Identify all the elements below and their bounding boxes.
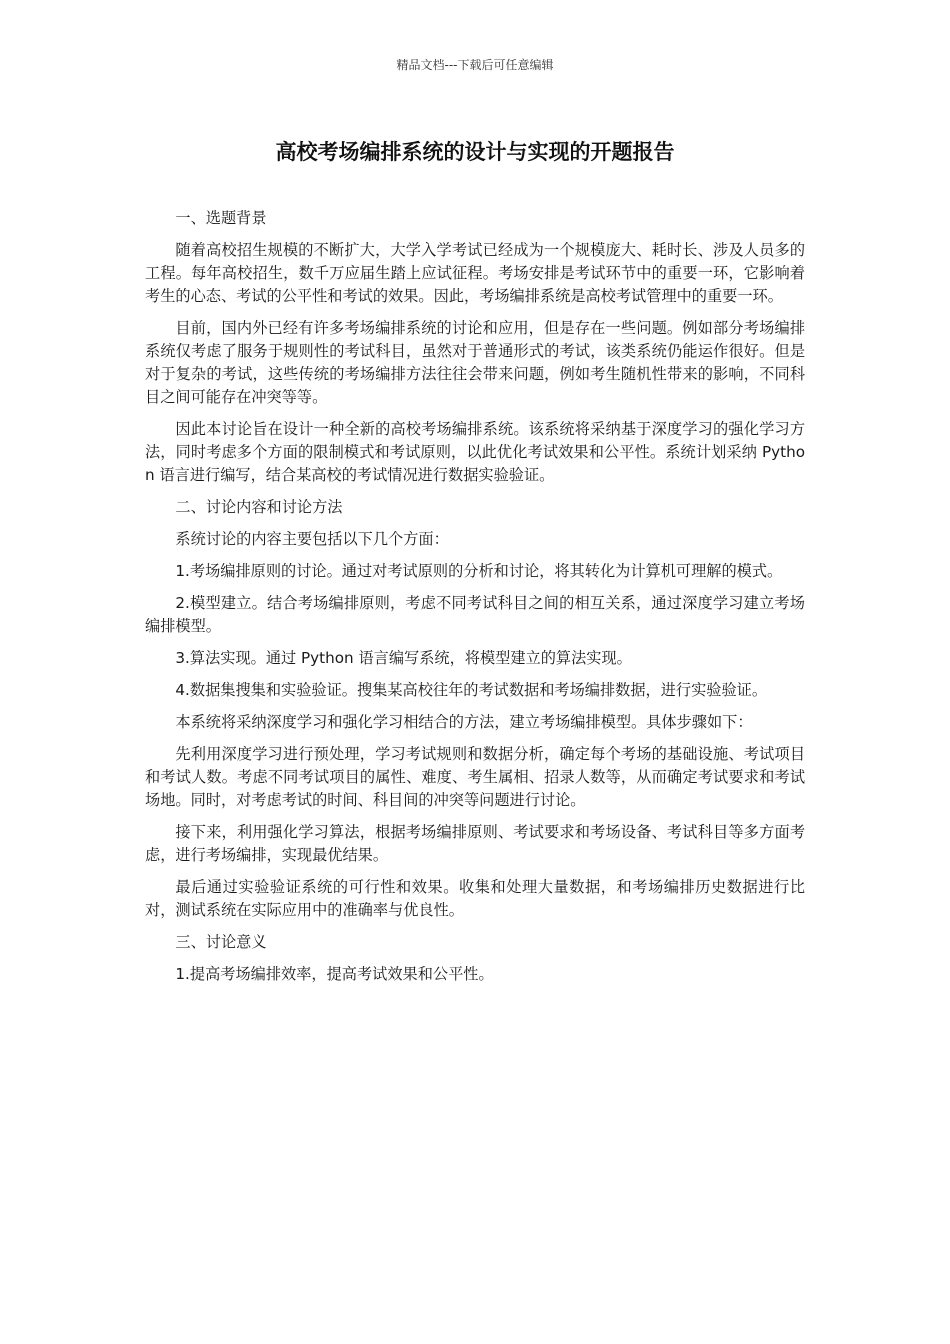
document-title: 高校考场编排系统的设计与实现的开题报告 — [275, 140, 675, 164]
paragraph: 接下来，利用强化学习算法，根据考场编排原则、考试要求和考场设备、考试科目等多方面考虑，进行考场编排，实现最优结果。 — [145, 823, 805, 864]
list-item: 4.数据集搜集和实验验证。搜集某高校往年的考试数据和考场编排数据，进行实验验证。 — [175, 681, 768, 699]
paragraph: 本系统将采纳深度学习和强化学习相结合的方法，建立考场编排模型。具体步骤如下： — [175, 713, 753, 731]
paragraph: 系统讨论的内容主要包括以下几个方面： — [175, 530, 449, 548]
list-item: 1.提高考场编排效率，提高考试效果和公平性。 — [175, 965, 494, 983]
section-heading-significance: 三、讨论意义 — [175, 933, 267, 951]
paragraph: 因此本讨论旨在设计一种全新的高校考场编排系统。该系统将采纳基于深度学习的强化学习方法，同时考虑多个方面的限制模式和考试原则，以此优化考试效果和公平性。系统计划采纳 Python 语言进行编写，结合某高校的考试情况进行数据实验验证。 — [145, 420, 805, 484]
list-item: 2.模型建立。结合考场编排原则，考虑不同考试科目之间的相互关系，通过深度学习建立考场编排模型。 — [145, 594, 805, 635]
section-heading-content-method: 二、讨论内容和讨论方法 — [175, 498, 343, 516]
list-item: 3.算法实现。通过 Python 语言编写系统，将模型建立的算法实现。 — [175, 649, 632, 667]
list-item: 1.考场编排原则的讨论。通过对考试原则的分析和讨论，将其转化为计算机可理解的模式。 — [175, 562, 783, 580]
paragraph: 最后通过实验验证系统的可行性和效果。收集和处理大量数据，和考场编排历史数据进行比对，测试系统在实际应用中的准确率与优良性。 — [145, 878, 805, 919]
page-header: 精品文档---下载后可任意编辑 — [396, 58, 554, 72]
section-heading-background: 一、选题背景 — [175, 209, 267, 227]
paragraph: 先利用深度学习进行预处理，学习考试规则和数据分析，确定每个考场的基础设施、考试项目和考试人数。考虑不同考试项目的属性、难度、考生属相、招录人数等，从而确定考试要求和考试场地。同时，对考虑考试的时间、科目间的冲突等问题进行讨论。 — [145, 745, 805, 809]
document-body — [145, 207, 805, 995]
paragraph: 目前，国内外已经有许多考场编排系统的讨论和应用，但是存在一些问题。例如部分考场编排系统仅考虑了服务于规则性的考试科目，虽然对于普通形式的考试，该类系统仍能运作很好。但是对于复杂的考试，这些传统的考场编排方法往往会带来问题，例如考生随机性带来的影响，不同科目之间可能存在冲突等等。 — [145, 319, 805, 406]
paragraph: 随着高校招生规模的不断扩大，大学入学考试已经成为一个规模庞大、耗时长、涉及人员多的工程。每年高校招生，数千万应届生踏上应试征程。考场安排是考试环节中的重要一环，它影响着考生的心态、考试的公平性和考试的效果。因此，考场编排系统是高校考试管理中的重要一环。 — [145, 241, 805, 305]
